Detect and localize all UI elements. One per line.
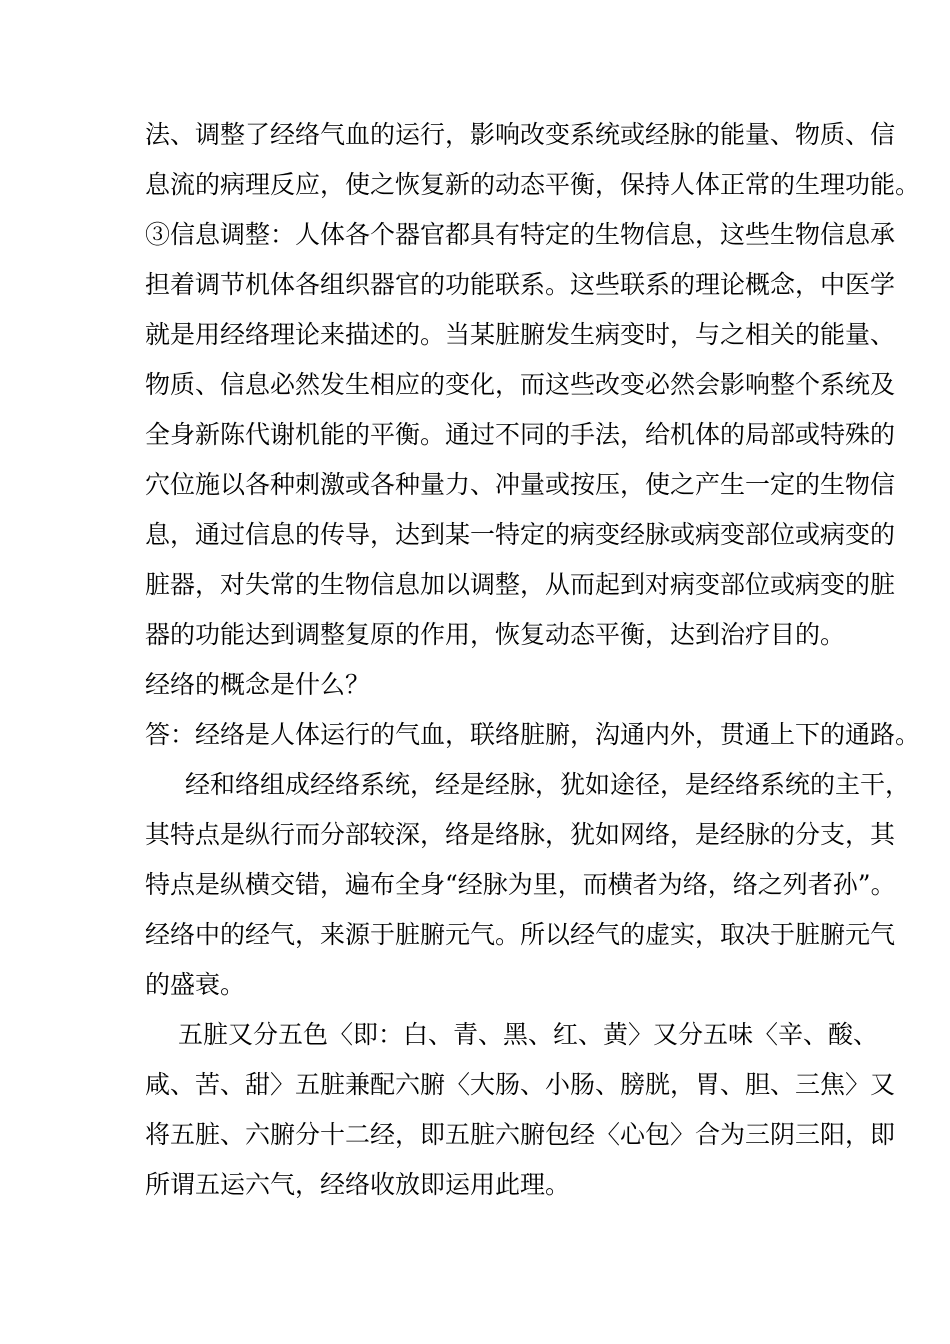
text-line: 担着调节机体各组织器官的功能联系。这些联系的理论概念，中医学 <box>145 270 896 299</box>
text-line: 所谓五运六气，经络收放即运用此理。 <box>145 1170 571 1199</box>
text-line: 经和络组成经络系统，经是经脉，犹如途径，是经络系统的主干， <box>185 770 911 799</box>
text-line: 五脏又分五色〈即：白、青、黑、红、黄〉又分五味〈辛、酸、 <box>178 1020 879 1049</box>
text-line: 法、调整了经络气血的运行，影响改变系统或经脉的能量、物质、信 <box>145 120 896 149</box>
question-heading: 经络的概念是什么？ <box>145 670 371 699</box>
text-line: ③信息调整：人体各个器官都具有特定的生物信息，这些生物信息承 <box>145 220 896 249</box>
text-line: 物质、信息必然发生相应的变化，而这些改变必然会影响整个系统及 <box>145 370 896 399</box>
text-line: 脏器，对失常的生物信息加以调整，从而起到对病变部位或病变的脏 <box>145 570 896 599</box>
answer-line: 答：经络是人体运行的气血，联络脏腑，沟通内外，贯通上下的通路。 <box>145 720 921 749</box>
text-line: 穴位施以各种刺激或各种量力、冲量或按压，使之产生一定的生物信 <box>145 470 896 499</box>
text-line: 将五脏、六腑分十二经，即五脏六腑包经〈心包〉合为三阴三阳，即 <box>145 1120 896 1149</box>
text-line: 其特点是纵行而分部较深，络是络脉，犹如网络，是经脉的分支，其 <box>145 820 896 849</box>
text-line: 就是用经络理论来描述的。当某脏腑发生病变时，与之相关的能量、 <box>145 320 896 349</box>
text-line: 全身新陈代谢机能的平衡。通过不同的手法，给机体的局部或特殊的 <box>145 420 896 449</box>
text-line: 的盛衰。 <box>145 970 246 999</box>
text-line: 特点是纵横交错，遍布全身“经脉为里，而横者为络，络之列者孙”。 <box>145 870 896 899</box>
text-line: 息，通过信息的传导，达到某一特定的病变经脉或病变部位或病变的 <box>145 520 896 549</box>
text-line: 经络中的经气，来源于脏腑元气。所以经气的虚实，取决于脏腑元气 <box>145 920 896 949</box>
text-line: 器的功能达到调整复原的作用，恢复动态平衡，达到治疗目的。 <box>145 620 846 649</box>
text-line: 息流的病理反应，使之恢复新的动态平衡，保持人体正常的生理功能。 <box>145 170 921 199</box>
text-line: 咸、苦、甜〉五脏兼配六腑〈大肠、小肠、膀胱，胃、胆、三焦〉又 <box>145 1070 896 1099</box>
